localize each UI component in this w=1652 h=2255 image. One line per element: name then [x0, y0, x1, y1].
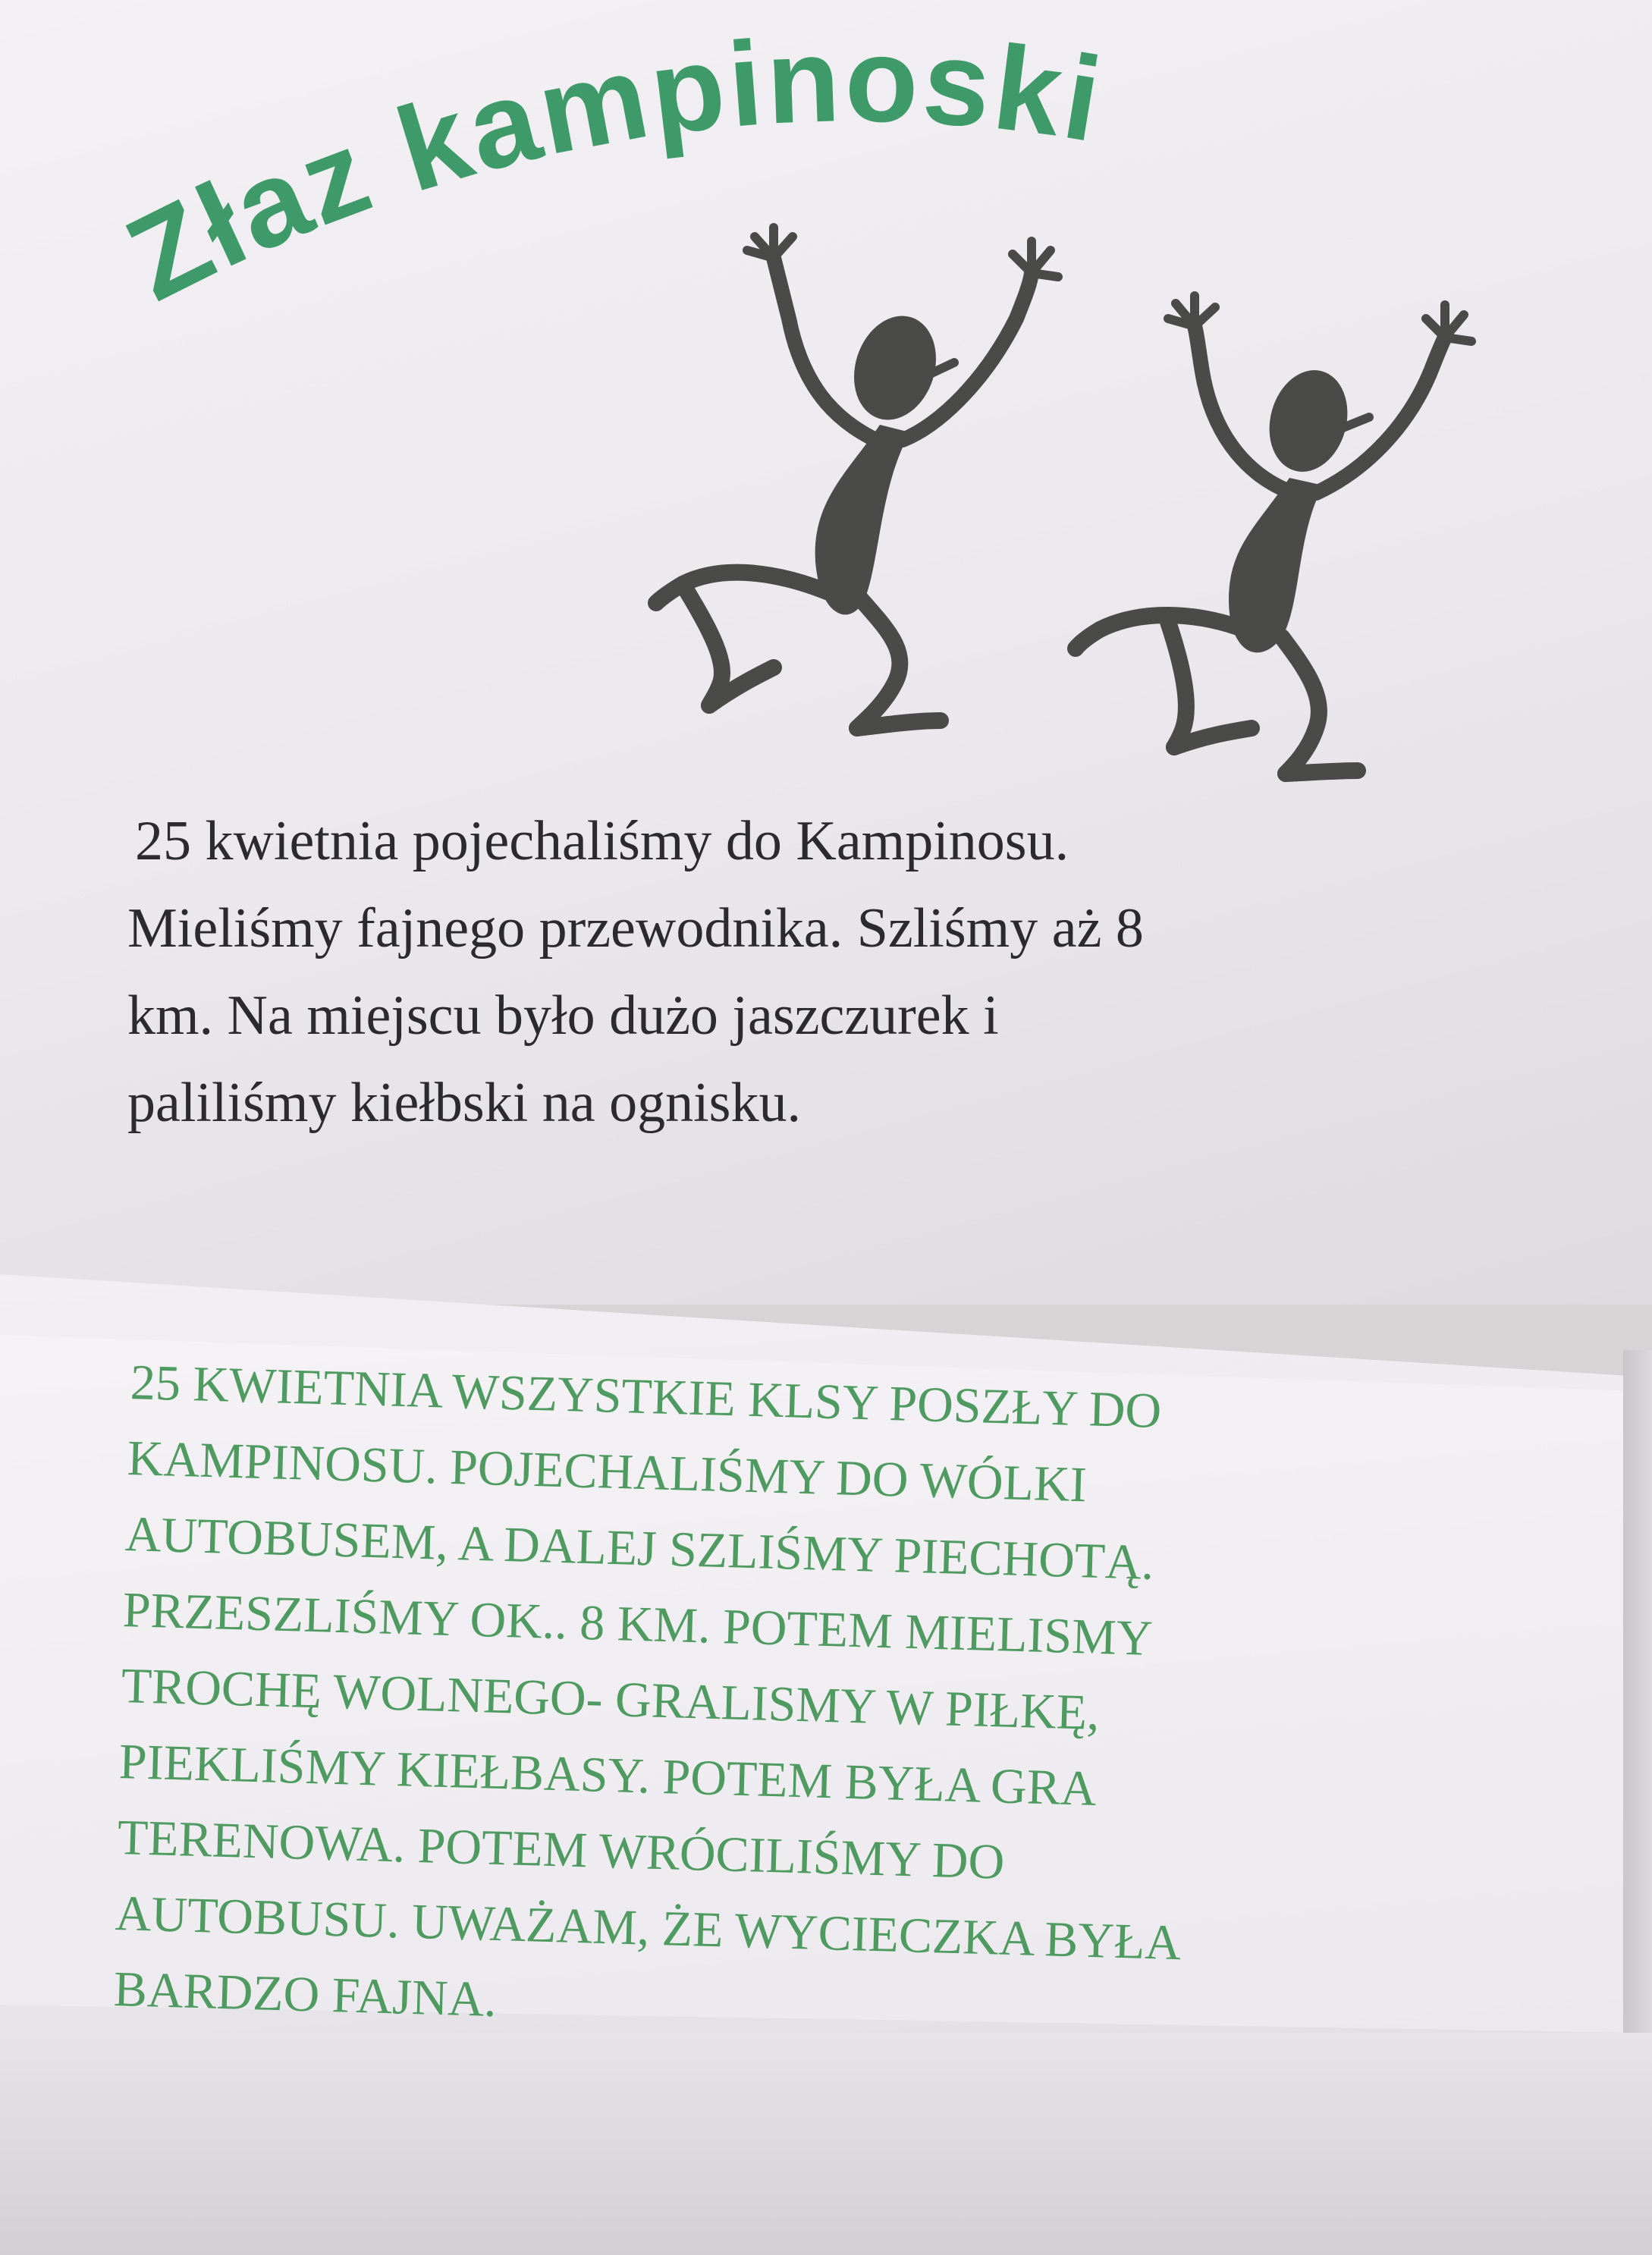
- right-dancer-figure: [1076, 296, 1471, 774]
- story-green-line: TERENOWA. POTEM WRÓCILIŚMY DO: [116, 1810, 1006, 1890]
- story-green-line: AUTOBUSU. UWAŻAM, ŻE WYCIECZKA BYŁA: [114, 1886, 1182, 1971]
- story-green-line: KAMPINOSU. POJECHALIŚMY DO WÓLKI: [126, 1431, 1088, 1513]
- story-black-line: paliliśmy kiełbski na ognisku.: [127, 1072, 801, 1134]
- story-green-line: TROCHĘ WOLNEGO- GRALISMY W PIŁKĘ,: [120, 1658, 1101, 1742]
- story-green-line: PIEKLIŚMY KIEŁBASY. POTEM BYŁA GRA: [118, 1734, 1098, 1817]
- story-green-line: AUTOBUSEM, A DALEJ SZLIŚMY PIECHOTĄ.: [124, 1506, 1155, 1591]
- left-dancer-figure: [656, 228, 1058, 728]
- story-black-line: Mieliśmy fajnego przewodnika. Szliśmy aż 8: [127, 897, 1144, 959]
- story-black-line: 25 kwietnia pojechaliśmy do Kampinosu.: [135, 810, 1069, 872]
- title-textpath: Złaz kampinoski: [107, 12, 1113, 326]
- dancing-figures-icon: [0, 0, 1652, 834]
- story-green-line: BARDZO FAJNA.: [112, 1961, 498, 2028]
- bottom-paper-strip: [0, 2033, 1652, 2255]
- story-black-line: km. Na miejscu było dużo jaszczurek i: [127, 985, 999, 1047]
- story-green-line: PRZESZLIŚMY OK.. 8 KM. POTEM MIELISMY: [121, 1582, 1154, 1666]
- story-green-line: 25 KWIETNIA WSZYSTKIE KLSY POSZŁY DO: [129, 1355, 1163, 1439]
